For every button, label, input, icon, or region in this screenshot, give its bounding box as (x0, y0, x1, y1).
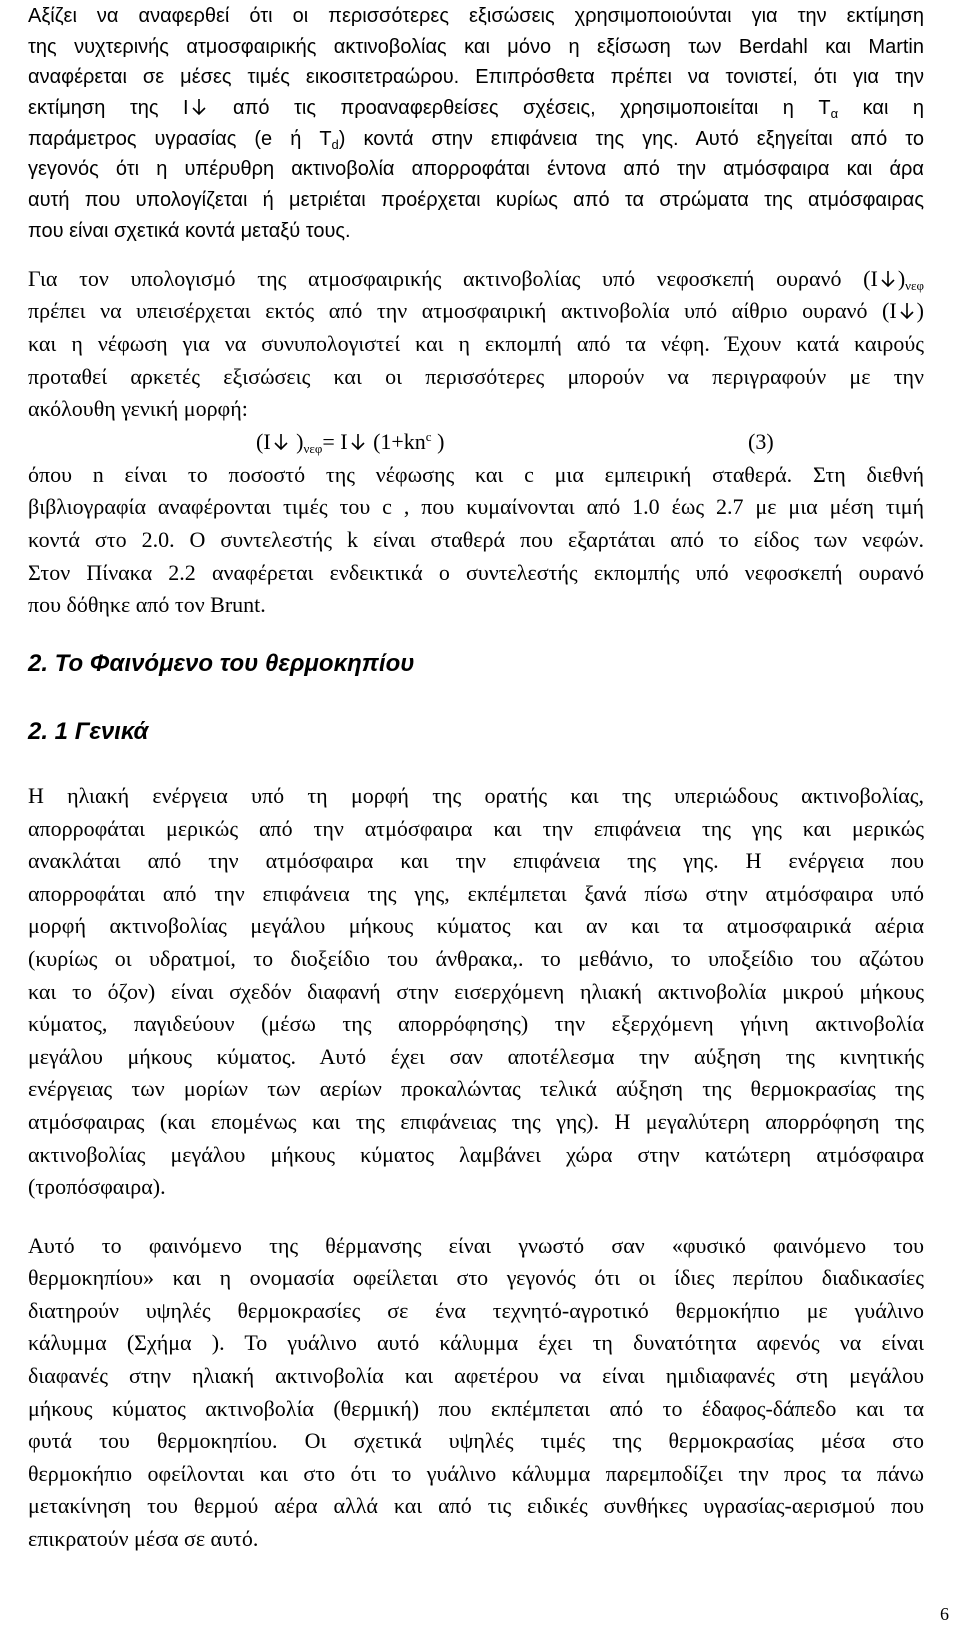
subscript: α (830, 106, 839, 121)
section-heading: 2. Το Φαινόμενο του θερμοκηπίου (28, 650, 415, 677)
text-segment: ) (290, 429, 304, 454)
paragraph-3-line: μεγάλου μήκους κύματος. Αυτό έχει σαν αποτέλεσμα την αύξηση της κινητικής (28, 1044, 924, 1069)
paragraph-2-line-8: κοντά στο 2.0. Ο συντελεστής k είναι σταθερά που εξαρτάται από το είδος των νεφών. (28, 527, 924, 552)
page-number: 6 (940, 1604, 949, 1624)
paragraph-4-line: διαφανές στην ηλιακή ακτινοβολία και αφετέρου να είναι ημιδιαφανές στη μεγάλου (28, 1363, 924, 1388)
paragraph-2-line-2 (28, 300, 924, 322)
paragraph-1-line-5 (28, 128, 924, 152)
paragraph-4-line: κάλυμμα (Σχήμα ). Το γυάλινο αυτό κάλυμμα έχει τη δυνατότητα αφενός να είναι (28, 1330, 924, 1355)
paragraph-4-line: Αυτό το φαινόμενο της θέρμανσης είναι γνωστό σαν «φυσικό φαινόμενο του (28, 1233, 924, 1258)
paragraph-1-line-2: της νυχτερινής ατμοσφαιρικής ακτινοβολίας και μόνο η εξίσωση των Berdahl και Martin (28, 36, 924, 58)
paragraph-2-line-9: Στον Πίνακα 2.2 αναφέρεται ενδεικτικά ο συντελεστής εκπομπής υπό νεφοσκεπή ουρανό (28, 560, 924, 585)
down-arrow-icon (899, 302, 915, 320)
paragraph-4-line: θερμοκήπιο οφείλονται και στο ότι το γυάλινο κάλυμμα παρεμποδίζει την προς τα πάνω (28, 1461, 924, 1486)
subscript: νεφ (905, 278, 924, 293)
paragraph-1-line-7: αυτή που υπολογίζεται ή μετριέται προέρχεται κυρίως από τα στρώματα της ατμόσφαιρας (28, 189, 924, 211)
paragraph-1-line-8: που είναι σχετικά κοντά μεταξύ τους. (28, 220, 351, 242)
text-segment: εκτίμηση της I (28, 97, 189, 119)
text-segment: ) (916, 298, 924, 323)
text-segment: (1+kn (367, 429, 426, 454)
paragraph-3-line: Η ηλιακή ενέργεια υπό τη μορφή της ορατής και της υπεριώδους ακτινοβολίας, (28, 783, 924, 808)
paragraph-2-line-5: ακόλουθη γενική μορφή: (28, 396, 248, 421)
text-segment: ) κοντά στην επιφάνεια της γης. Αυτό εξηγείται από το (338, 128, 924, 150)
paragraph-3-line: μορφή ακτινοβολίας μεγάλου μήκους κύματος και αν και τα ατμοσφαιρικά αέρια (28, 913, 924, 938)
down-arrow-icon (880, 270, 896, 288)
paragraph-3-line: (τροπόσφαιρα). (28, 1174, 166, 1199)
equation-number: (3) (748, 429, 774, 454)
text-segment: και η (838, 97, 924, 119)
down-arrow-icon (273, 433, 289, 451)
paragraph-3-line: ενέργειας των μορίων των αερίων προκαλώντας τελικά αύξηση της θερμοκρασίας της (28, 1076, 924, 1101)
superscript: c (425, 429, 432, 444)
equation-3 (256, 429, 816, 456)
paragraph-2-line-1 (28, 266, 924, 293)
paragraph-1-line-1: Αξίζει να αναφερθεί ότι οι περισσότερες εξισώσεις χρησιμοποιούνται για την εκτίμηση (28, 5, 924, 27)
paragraph-3-line: απορροφάται από την επιφάνεια της γης, εκπέμπεται ξανά πίσω στην ατμόσφαιρα υπό (28, 881, 924, 906)
text-segment: ) (897, 266, 906, 291)
paragraph-4-line: μετακίνηση του θερμού αέρα αλλά και από τις ειδικές συνθήκες υγρασίας-αερισμού που (28, 1493, 924, 1518)
paragraph-2-line-6: όπου n είναι το ποσοστό της νέφωσης και c μια εμπειρική σταθερά. Στη διεθνή (28, 462, 924, 487)
text-segment: Για τον υπολογισμό της ατμοσφαιρικής ακτινοβολίας υπό νεφοσκεπή ουρανό (I (28, 266, 878, 291)
text-segment: = I (322, 429, 348, 454)
paragraph-2-line-4: προταθεί αρκετές εξισώσεις και οι περισσότερες μπορούν να περιγραφούν με την (28, 364, 924, 389)
subscript: νεφ (303, 441, 323, 456)
paragraph-2-line-10: που δόθηκε από τον Brunt. (28, 592, 266, 617)
paragraph-1-line-3: αναφέρεται σε μέσες τιμές εικοσιτετραώρου. Επιπρόσθετα πρέπει να τονιστεί, ότι για την (28, 66, 924, 88)
paragraph-4-line: θερμοκηπίου» και η ονομασία οφείλεται στο γεγονός ότι οι ίδιες περίπου διαδικασίες (28, 1265, 924, 1290)
text-segment: πρέπει να υπεισέρχεται εκτός από την ατμοσφαιρική ακτινοβολία υπό αίθριο ουρανό (I (28, 298, 897, 323)
text-segment: από τις προαναφερθείσες σχέσεις, χρησιμοποιείται η T (208, 97, 831, 119)
paragraph-2-line-3: και η νέφωση για να συνυπολογιστεί και η εκπομπή από τα νέφη. Έχουν κατά καιρούς (28, 331, 924, 356)
paragraph-4-line: διατηρούν υψηλές θερμοκρασίες σε ένα τεχνητό-αγροτικό θερμοκήπιο με γυάλινο (28, 1298, 924, 1323)
text-segment: ) (431, 429, 445, 454)
down-arrow-icon (191, 98, 207, 116)
text-segment: (I (256, 429, 271, 454)
paragraph-3-line: κύματος, παγιδεύουν (μέσω της απορρόφησης) την εξερχόμενη γήινη ακτινοβολία (28, 1011, 924, 1036)
paragraph-3-line: ατμόσφαιρας (και επομένως και της επιφάνειας της γης). Η μεγαλύτερη απορρόφηση της (28, 1109, 924, 1134)
paragraph-3-line: και το όζον) είναι σχεδόν διαφανή στην εισερχόμενη ηλιακή ακτινοβολία μικρού μήκους (28, 979, 924, 1004)
paragraph-3-line: (κυρίως οι υδρατμοί, το διοξείδιο του άνθρακα,. το μεθάνιο, το υποξείδιο του αζώτου (28, 946, 924, 971)
paragraph-1-line-6: γεγονός ότι η υπέρυθρη ακτινοβολία απορροφάται έντονα από την ατμόσφαιρα και άρα (28, 158, 924, 180)
text-segment: παράμετρος υγρασίας (e ή T (28, 128, 332, 150)
paragraph-3-line: ανακλάται από την ατμόσφαιρα και την επιφάνεια της γης. Η ενέργεια που (28, 848, 924, 873)
down-arrow-icon (350, 433, 366, 451)
subsection-heading: 2. 1 Γενικά (28, 718, 149, 745)
paragraph-4-line: φυτά του θερμοκηπίου. Οι σχετικά υψηλές τιμές της θερμοκρασίας μέσα στο (28, 1428, 924, 1453)
paragraph-3-line: απορροφάται μερικώς από την ατμόσφαιρα και την επιφάνεια της γης και μερικώς (28, 816, 924, 841)
subscript: d (331, 137, 339, 152)
paragraph-1-line-4 (28, 97, 924, 121)
paragraph-3-line: ακτινοβολίας μεγάλου μήκους κύματος λαμβάνει χώρα στην κατώτερη ατμόσφαιρα (28, 1142, 924, 1167)
paragraph-2-line-7: βιβλιογραφία αναφέρονται τιμές του c , που κυμαίνονται από 1.0 έως 2.7 με μια μέση τιμή (28, 494, 924, 519)
paragraph-4-line: μήκους κύματος ακτινοβολία (θερμική) που εκπέμπεται από το έδαφος-δάπεδο και τα (28, 1396, 924, 1421)
paragraph-4-line: επικρατούν μέσα σε αυτό. (28, 1526, 259, 1551)
